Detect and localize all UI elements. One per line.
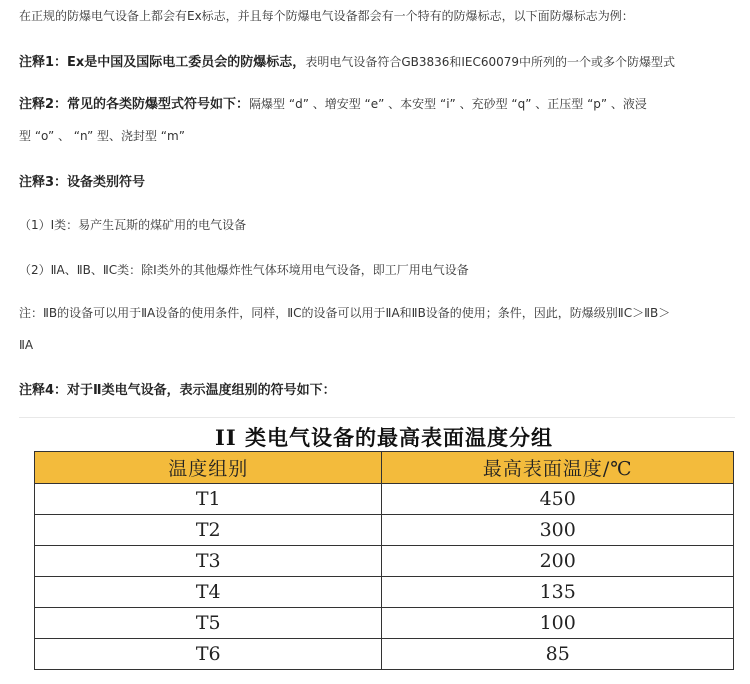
header-temperature-group: 温度组别 [35, 452, 382, 484]
temperature-group-cell: T3 [35, 546, 382, 577]
note1-body: 表明电气设备符合GB3836和IEC60079中所列的一个或多个防爆型式 [305, 55, 676, 69]
note3-remark-line2: ⅡA [19, 338, 34, 352]
note4-title: 注释4：对于Ⅱ类电气设备，表示温度组别的符号如下： [19, 383, 336, 398]
note2-body-line2: 型 “o” 、 “n” 型、浇封型 “m” [19, 129, 185, 143]
table-row [35, 639, 734, 670]
note2-body-line1: 隔爆型 “d” 、增安型 “e” 、本安型 “i” 、充砂型 “q” 、正压型 “p” 、液浸 [249, 97, 647, 111]
temperature-group-cell: T6 [35, 639, 382, 670]
note3-remark-line1: 注：ⅡB的设备可以用于ⅡA设备的使用条件，同样，ⅡC的设备可以用于ⅡA和ⅡB设备的使用；条件，因此，防爆级别ⅡC＞ⅡB＞ [19, 306, 671, 320]
table-row [35, 608, 734, 639]
note3-title: 注释3：设备类别符号 [19, 175, 146, 190]
note3-item1: （1）Ⅰ类：易产生瓦斯的煤矿用的电气设备 [19, 218, 247, 232]
max-temperature-cell: 300 [382, 515, 734, 546]
max-temperature-cell: 100 [382, 608, 734, 639]
max-temperature-cell: 450 [382, 484, 734, 515]
table-row [35, 546, 734, 577]
temperature-group-cell: T2 [35, 515, 382, 546]
note2 [19, 94, 647, 115]
table-row [35, 484, 734, 515]
table-title: II 类电气设备的最高表面温度分组 [215, 425, 553, 450]
max-temperature-cell: 135 [382, 577, 734, 608]
temperature-group-cell: T5 [35, 608, 382, 639]
header-max-surface-temperature: 最高表面温度/℃ [382, 452, 734, 484]
temperature-group-cell: T1 [35, 484, 382, 515]
note3-item2: （2）ⅡA、ⅡB、ⅡC类：除Ⅰ类外的其他爆炸性气体环境用电气设备，即工厂用电气设备 [19, 263, 469, 277]
note2-title: 注释2：常见的各类防爆型式符号如下： [19, 97, 250, 112]
table-header-row [35, 452, 734, 484]
note1-title: 注释1：Ex是中国及国际电工委员会的防爆标志， [19, 55, 306, 70]
divider [19, 417, 735, 418]
max-temperature-cell: 200 [382, 546, 734, 577]
temperature-table [34, 451, 734, 670]
note1 [19, 52, 675, 73]
max-temperature-cell: 85 [382, 639, 734, 670]
intro-text: 在正规的防爆电气设备上都会有Ex标志，并且每个防爆电气设备都会有一个特有的防爆标志，以下面防爆标志为例： [19, 9, 634, 23]
table-row [35, 515, 734, 546]
temperature-group-cell: T4 [35, 577, 382, 608]
table-row [35, 577, 734, 608]
